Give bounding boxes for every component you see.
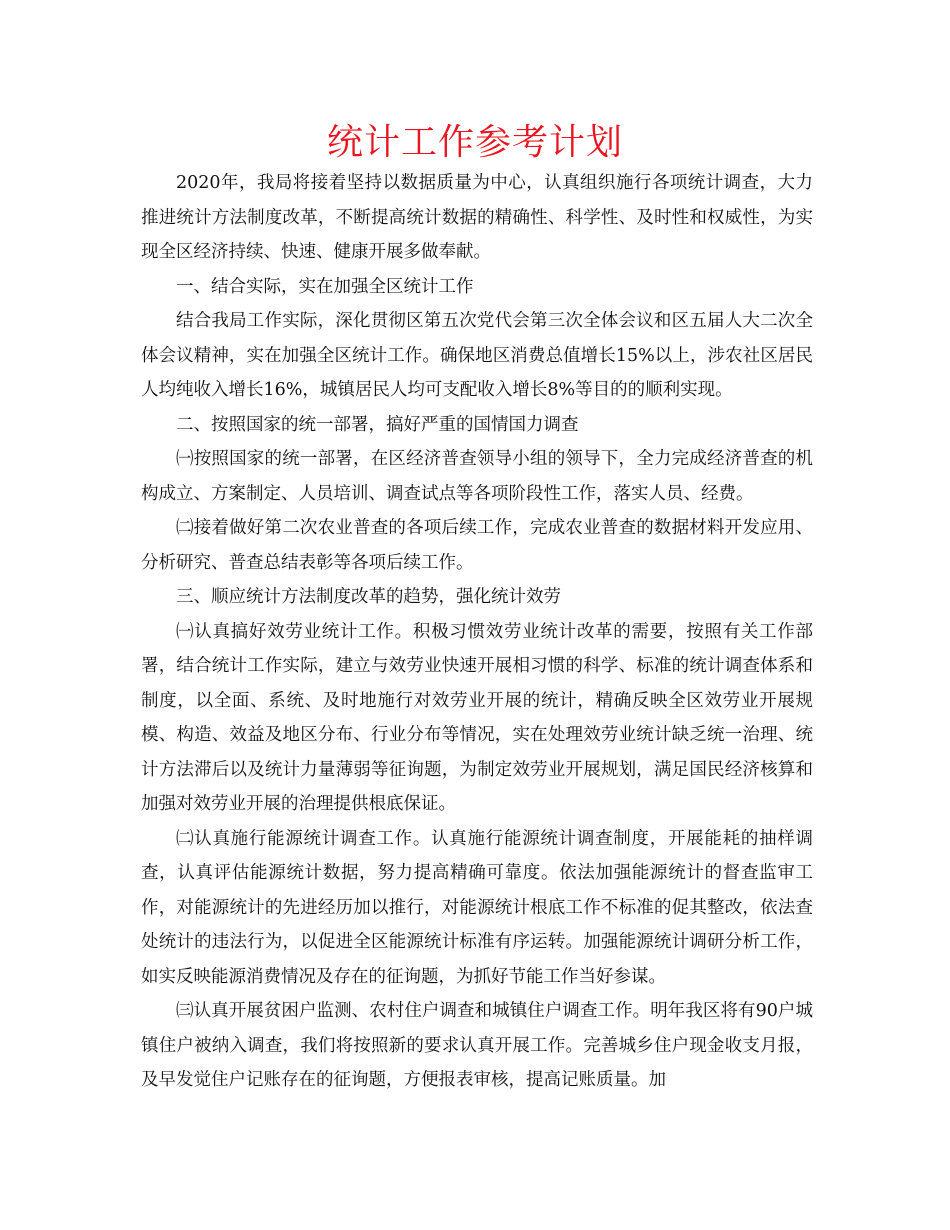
paragraph-section-2-item-1: ㈠按照国家的统一部署，在区经济普查领导小组的领导下，全力完成经济普查的机构成立、方案制定、人员培训、调查试点等各项阶段性工作，落实人员、经费。 xyxy=(141,449,813,504)
document-title: 统计工作参考计划 xyxy=(326,122,623,163)
paragraph-section-3-item-1: ㈠认真搞好效劳业统计工作。积极习惯效劳业统计改革的需要，按照有关工作部署，结合统计工作实际，建立与效劳业快速开展相习惯的科学、标准的统计调查体系和制度，以全面、系统、及时地施行对效劳业开展的统计，精确反映全区效劳业开展规模、构造、效益及地区分布、行业分布等情况，实在处理效劳业统计缺乏统一治理、统计方法滞后以及统计力量薄弱等征询题，为制定效劳业开展规划，满足国民经济核算和加强对效劳业开展的治理提供根底保证。 xyxy=(141,621,813,814)
paragraph-intro: 2020年，我局将接着坚持以数据质量为中心，认真组织施行各项统计调查，大力推进统计方法制度改革，不断提高统计数据的精确性、科学性、及时性和权威性，为实现全区经济持续、快速、健康开展多做奉献。 xyxy=(141,173,813,262)
paragraph-section-3-item-2: ㈡认真施行能源统计调查工作。认真施行能源统计调查制度，开展能耗的抽样调查，认真评估能源统计数据，努力提高精确可靠度。依法加强能源统计的督查监审工作，对能源统计的先进经历加以推行，对能源统计根底工作不标准的促其整改，依法查处统计的违法行为，以促进全区能源统计标准有序运转。加强能源统计调研分析工作，如实反映能源消费情况及存在的征询题，为抓好节能工作当好参谋。 xyxy=(141,828,813,987)
paragraph-section-3-item-3: ㈢认真开展贫困户监测、农村住户调查和城镇住户调查工作。明年我区将有90户城镇住户被纳入调查，我们将按照新的要求认真开展工作。完善城乡住户现金收支月报，及早发觉住户记账存在的征询题，方便报表审核，提高记账质量。加 xyxy=(141,1001,813,1090)
paragraph-section-1: 结合我局工作实际，深化贯彻区第五次党代会第三次全体会议和区五届人大二次全体会议精神，实在加强全区统计工作。确保地区消费总值增长15%以上，涉农社区居民人均纯收入增长16%，城镇居民人均可支配收入增长8%等目的的顺利实现。 xyxy=(141,311,813,400)
section-heading-2: 二、按照国家的统一部署，搞好严重的国情国力调查 xyxy=(176,414,579,435)
section-heading-3: 三、顺应统计方法制度改革的趋势，强化统计效劳 xyxy=(176,587,561,607)
section-heading-1: 一、结合实际，实在加强全区统计工作 xyxy=(176,276,474,297)
paragraph-section-2-item-2: ㈡接着做好第二次农业普查的各项后续工作，完成农业普查的数据材料开发应用、分析研究、普查总结表彰等各项后续工作。 xyxy=(141,518,813,573)
document-body xyxy=(141,166,813,1098)
